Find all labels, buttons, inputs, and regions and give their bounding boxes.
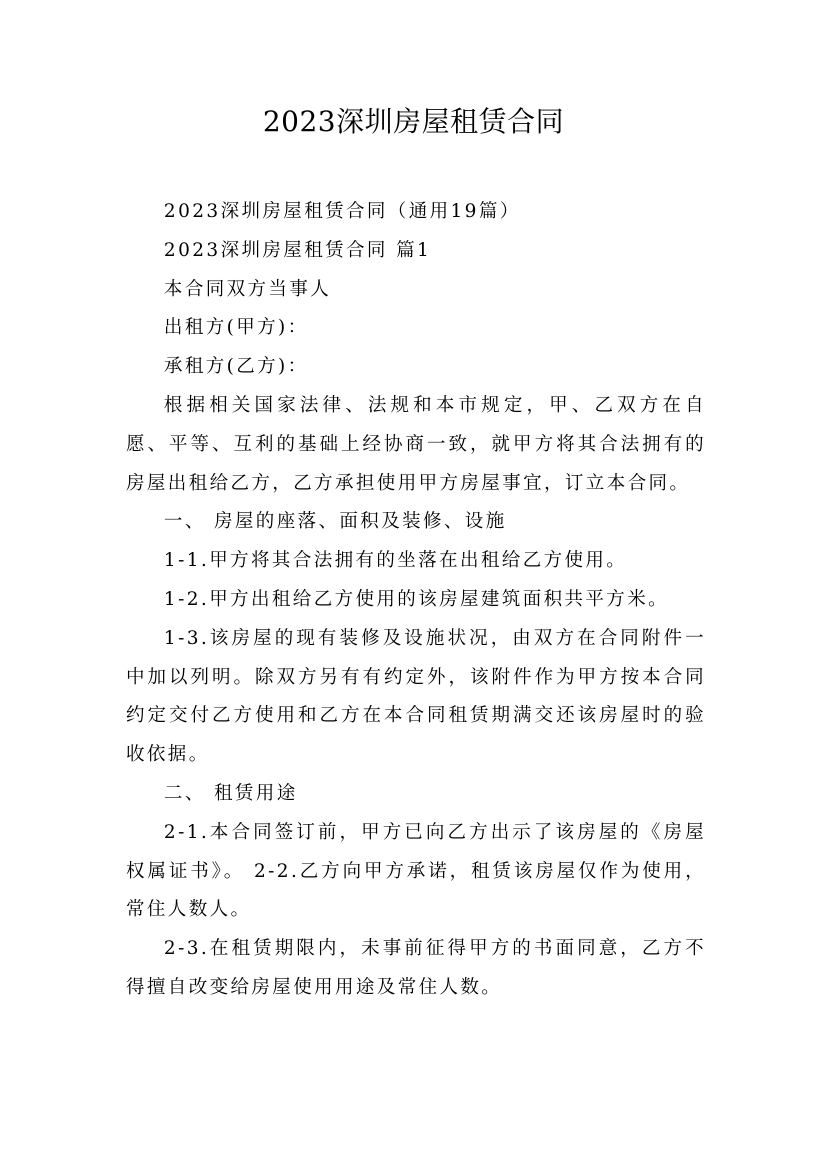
clause-1-2: 1-2.甲方出租给乙方使用的该房屋建筑面积共平方米。 xyxy=(163,588,669,610)
lessee-line: 承租方(乙方)： xyxy=(163,356,309,378)
document-title: 2023深圳房屋租赁合同 xyxy=(262,105,565,138)
parties-heading: 本合同双方当事人 xyxy=(163,278,332,300)
section-heading-purpose: 二、 租赁用途 xyxy=(163,782,298,804)
clause-2-3: 2-3.在租赁期限内，未事前征得甲方的书面同意，乙方不得擅自改变给房屋使用用途及常住人数。 xyxy=(126,938,706,998)
preamble-paragraph: 根据相关国家法律、法规和本市规定，甲、乙双方在自愿、平等、互利的基础上经协商一致，就甲方将其合法拥有的房屋出租给乙方，乙方承担使用甲方房屋事宜，订立本合同。 xyxy=(126,394,706,494)
clause-1-3: 1-3.该房屋的现有装修及设施状况，由双方在合同附件一中加以列明。除双方另有有约定外，该附件作为甲方按本合同约定交付乙方使用和乙方在本合同租赁期满交还该房屋时的验收依据。 xyxy=(126,627,706,766)
clause-2-1-2-2: 2-1.本合同签订前，甲方已向乙方出示了该房屋的《房屋权属证书》。 2-2.乙方向甲方承诺，租赁该房屋仅作为使用，常住人数人。 xyxy=(126,821,706,921)
clause-1-1: 1-1.甲方将其合法拥有的坐落在出租给乙方使用。 xyxy=(163,550,628,572)
section-heading-location: 一、 房屋的座落、面积及装修、设施 xyxy=(163,511,507,533)
section-heading-article-1: 2023深圳房屋租赁合同 篇1 xyxy=(163,239,432,261)
lessor-line: 出租方(甲方)： xyxy=(163,317,309,339)
document-body xyxy=(126,193,706,1008)
doc-subtitle: 2023深圳房屋租赁合同（通用19篇） xyxy=(163,201,521,222)
